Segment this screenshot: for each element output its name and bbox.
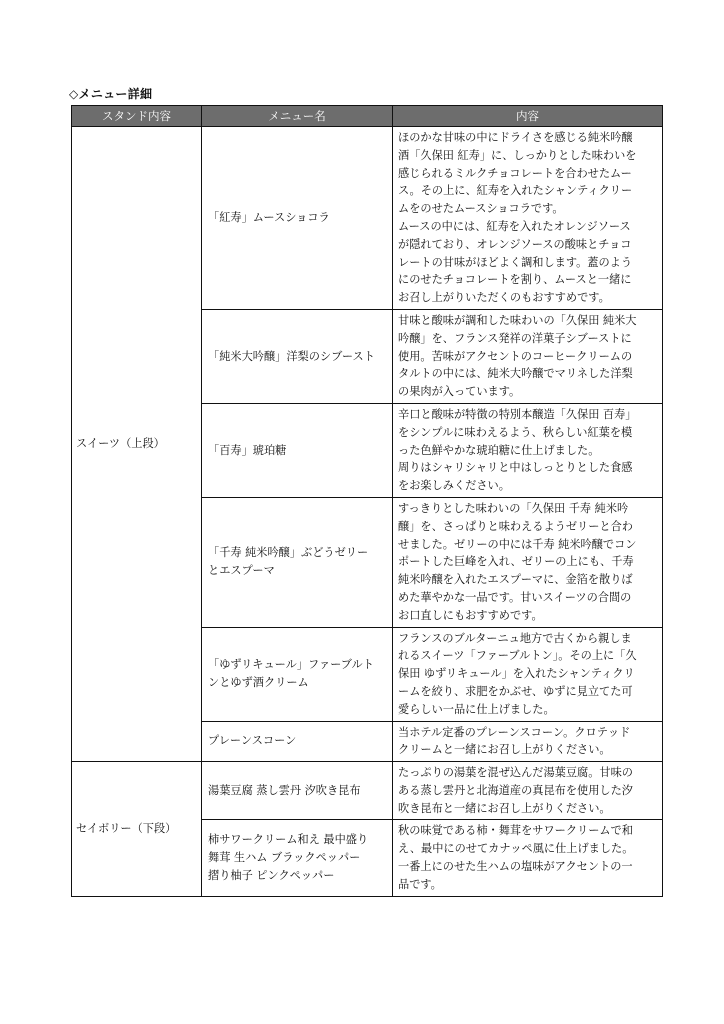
menu-name-line: 柿サワークリーム和え 最中盛り [208,833,369,847]
description-line: フランスのブルターニュ地方で古くから親しま [398,631,632,645]
description-line: めた華やかな一品です。甘いスイーツの合間の [398,590,632,604]
description-line: 酒「久保田 紅寿」に、しっかりとした味わいを [398,148,637,162]
section-heading: ◇メニュー詳細 [69,87,153,101]
menu-name-line: 摺り柚子 ピンクペッパー [208,868,335,882]
description-line: 当ホテル定番のプレーンスコーン。クロテッド [398,725,631,739]
description-line: 辛口と酸味が特徴の特別本醸造「久保田 百寿」 [398,407,637,421]
description-line: った色鮮やかな琥珀糖に仕上げました。 [398,443,600,457]
description-line: お口直しにもおすすめです。 [398,608,543,622]
menu-name-line: 「百寿」琥珀糖 [208,443,287,457]
table-body [72,127,663,897]
stand-category-cell: スイーツ（上段） [72,127,202,762]
description-line: 周りはシャリシャリと中はしっとりとした食感 [398,461,633,475]
description-line: をシンプルに味わえるよう、秋らしい紅葉を模 [398,425,633,439]
description-line: ある蒸し雲丹と北海道産の真昆布を使用した汐 [398,783,633,797]
description-line: ームを絞り、求肥をかぶせ、ゆずに見立てた可 [398,684,633,698]
menu-name-cell [202,127,393,310]
menu-name-line: 「紅寿」ムースショコラ [208,211,330,225]
description-line: クリームと一緒にお召し上がりください。 [398,743,611,757]
stand-category-cell: セイボリー（下段） [72,762,202,897]
menu-name-cell [202,721,393,762]
menu-name-cell [202,820,393,896]
menu-name-line: 湯葉豆腐 蒸し雲丹 汐吹き昆布 [208,783,361,797]
menu-detail-table [71,105,663,897]
menu-name-line: 「純米大吟醸」洋梨のシブースト [208,349,375,363]
description-line: にのせたチョコレートを割り、ムースと一緒に [398,273,632,287]
description-cell [393,762,663,820]
description-line: 吟醸」を、フランス発祥の洋菓子シブーストに [398,331,632,345]
description-line: 品です。 [398,877,442,891]
menu-name-cell [202,403,393,497]
column-header-menu-name: メニュー名 [202,106,393,127]
header-row [72,106,663,127]
description-line: せました。ゼリーの中には千寿 純米吟醸でコン [398,537,637,551]
description-line: ポートした巨峰を入れ、ゼリーの上にも、千寿 [398,555,634,569]
description-cell [393,820,663,896]
description-line: 保田 ゆずリキュール」を入れたシャンティクリ [398,667,635,681]
description-line: すっきりとした味わいの「久保田 千寿 純米吟 [398,501,629,515]
description-line: れるスイーツ「ファーブルトン」。その上に「久 [398,649,637,663]
menu-name-line: 「ゆずリキュール」ファーブルト [208,658,374,672]
description-cell [393,627,663,721]
description-cell [393,309,663,403]
description-line: 純米吟醸を入れたエスプーマに、金箔を散りば [398,573,633,587]
column-header-content: 内容 [393,106,663,127]
menu-name-line: とエスプーマ [208,564,275,578]
description-line: ムをのせたムースショコラです。 [398,202,564,216]
description-cell [393,403,663,497]
description-line: 醸」を、さっぱりと味わえるようゼリーと合わ [398,519,633,533]
menu-name-line: 「千寿 純米吟醸」ぶどうゼリー [208,546,369,560]
menu-name-cell [202,627,393,721]
menu-name-line: プレーンスコーン [208,734,297,748]
description-line: タルトの中には、純米大吟醸でマリネした洋梨 [398,367,633,381]
description-line: 一番上にのせた生ハムの塩味がアクセントの一 [398,860,633,874]
description-cell [393,497,663,627]
description-line: たっぷりの湯葉を混ぜ込んだ湯葉豆腐。甘味の [398,766,633,780]
description-line: 感じられるミルクチョコレートを合わせたムー [398,166,632,180]
description-line: レートの甘味がほどよく調和します。蓋のよう [398,255,633,269]
description-line: 秋の味覚である柿・舞茸をサワークリームで和 [398,824,633,838]
table-row [72,762,663,820]
description-line: をお楽しみください。 [398,479,510,493]
menu-name-line: ンとゆず酒クリーム [208,676,309,689]
menu-name-cell [202,497,393,627]
description-line: 使用。苦味がアクセントのコーヒークリームの [398,349,633,363]
description-cell [393,721,663,762]
description-line: お召し上がりいただくのもおすすめです。 [398,291,610,305]
menu-name-line: 舞茸 生ハム ブラックペッパー [208,851,361,865]
description-line: 吹き昆布と一緒にお召し上がりください。 [398,801,611,815]
table-row [72,127,663,310]
description-line: の果肉が入っています。 [398,385,521,399]
description-line: ス。その上に、紅寿を入れたシャンティクリー [398,184,633,198]
description-line: が隠れており、オレンジソースの酸味とチョコ [398,237,632,251]
description-cell [393,127,663,310]
description-line: ほのかな甘味の中にドライさを感じる純米吟醸 [398,131,633,144]
column-header-stand: スタンド内容 [72,106,202,127]
description-line: 愛らしい一品に仕上げました。 [398,702,555,716]
menu-name-cell [202,762,393,820]
description-line: え、最中にのせてカナッペ風に仕上げました。 [398,842,634,856]
description-line: 甘味と酸味が調和した味わいの「久保田 純米大 [398,313,637,327]
menu-name-cell [202,309,393,403]
description-line: ムースの中には、紅寿を入れたオレンジソース [398,219,631,233]
